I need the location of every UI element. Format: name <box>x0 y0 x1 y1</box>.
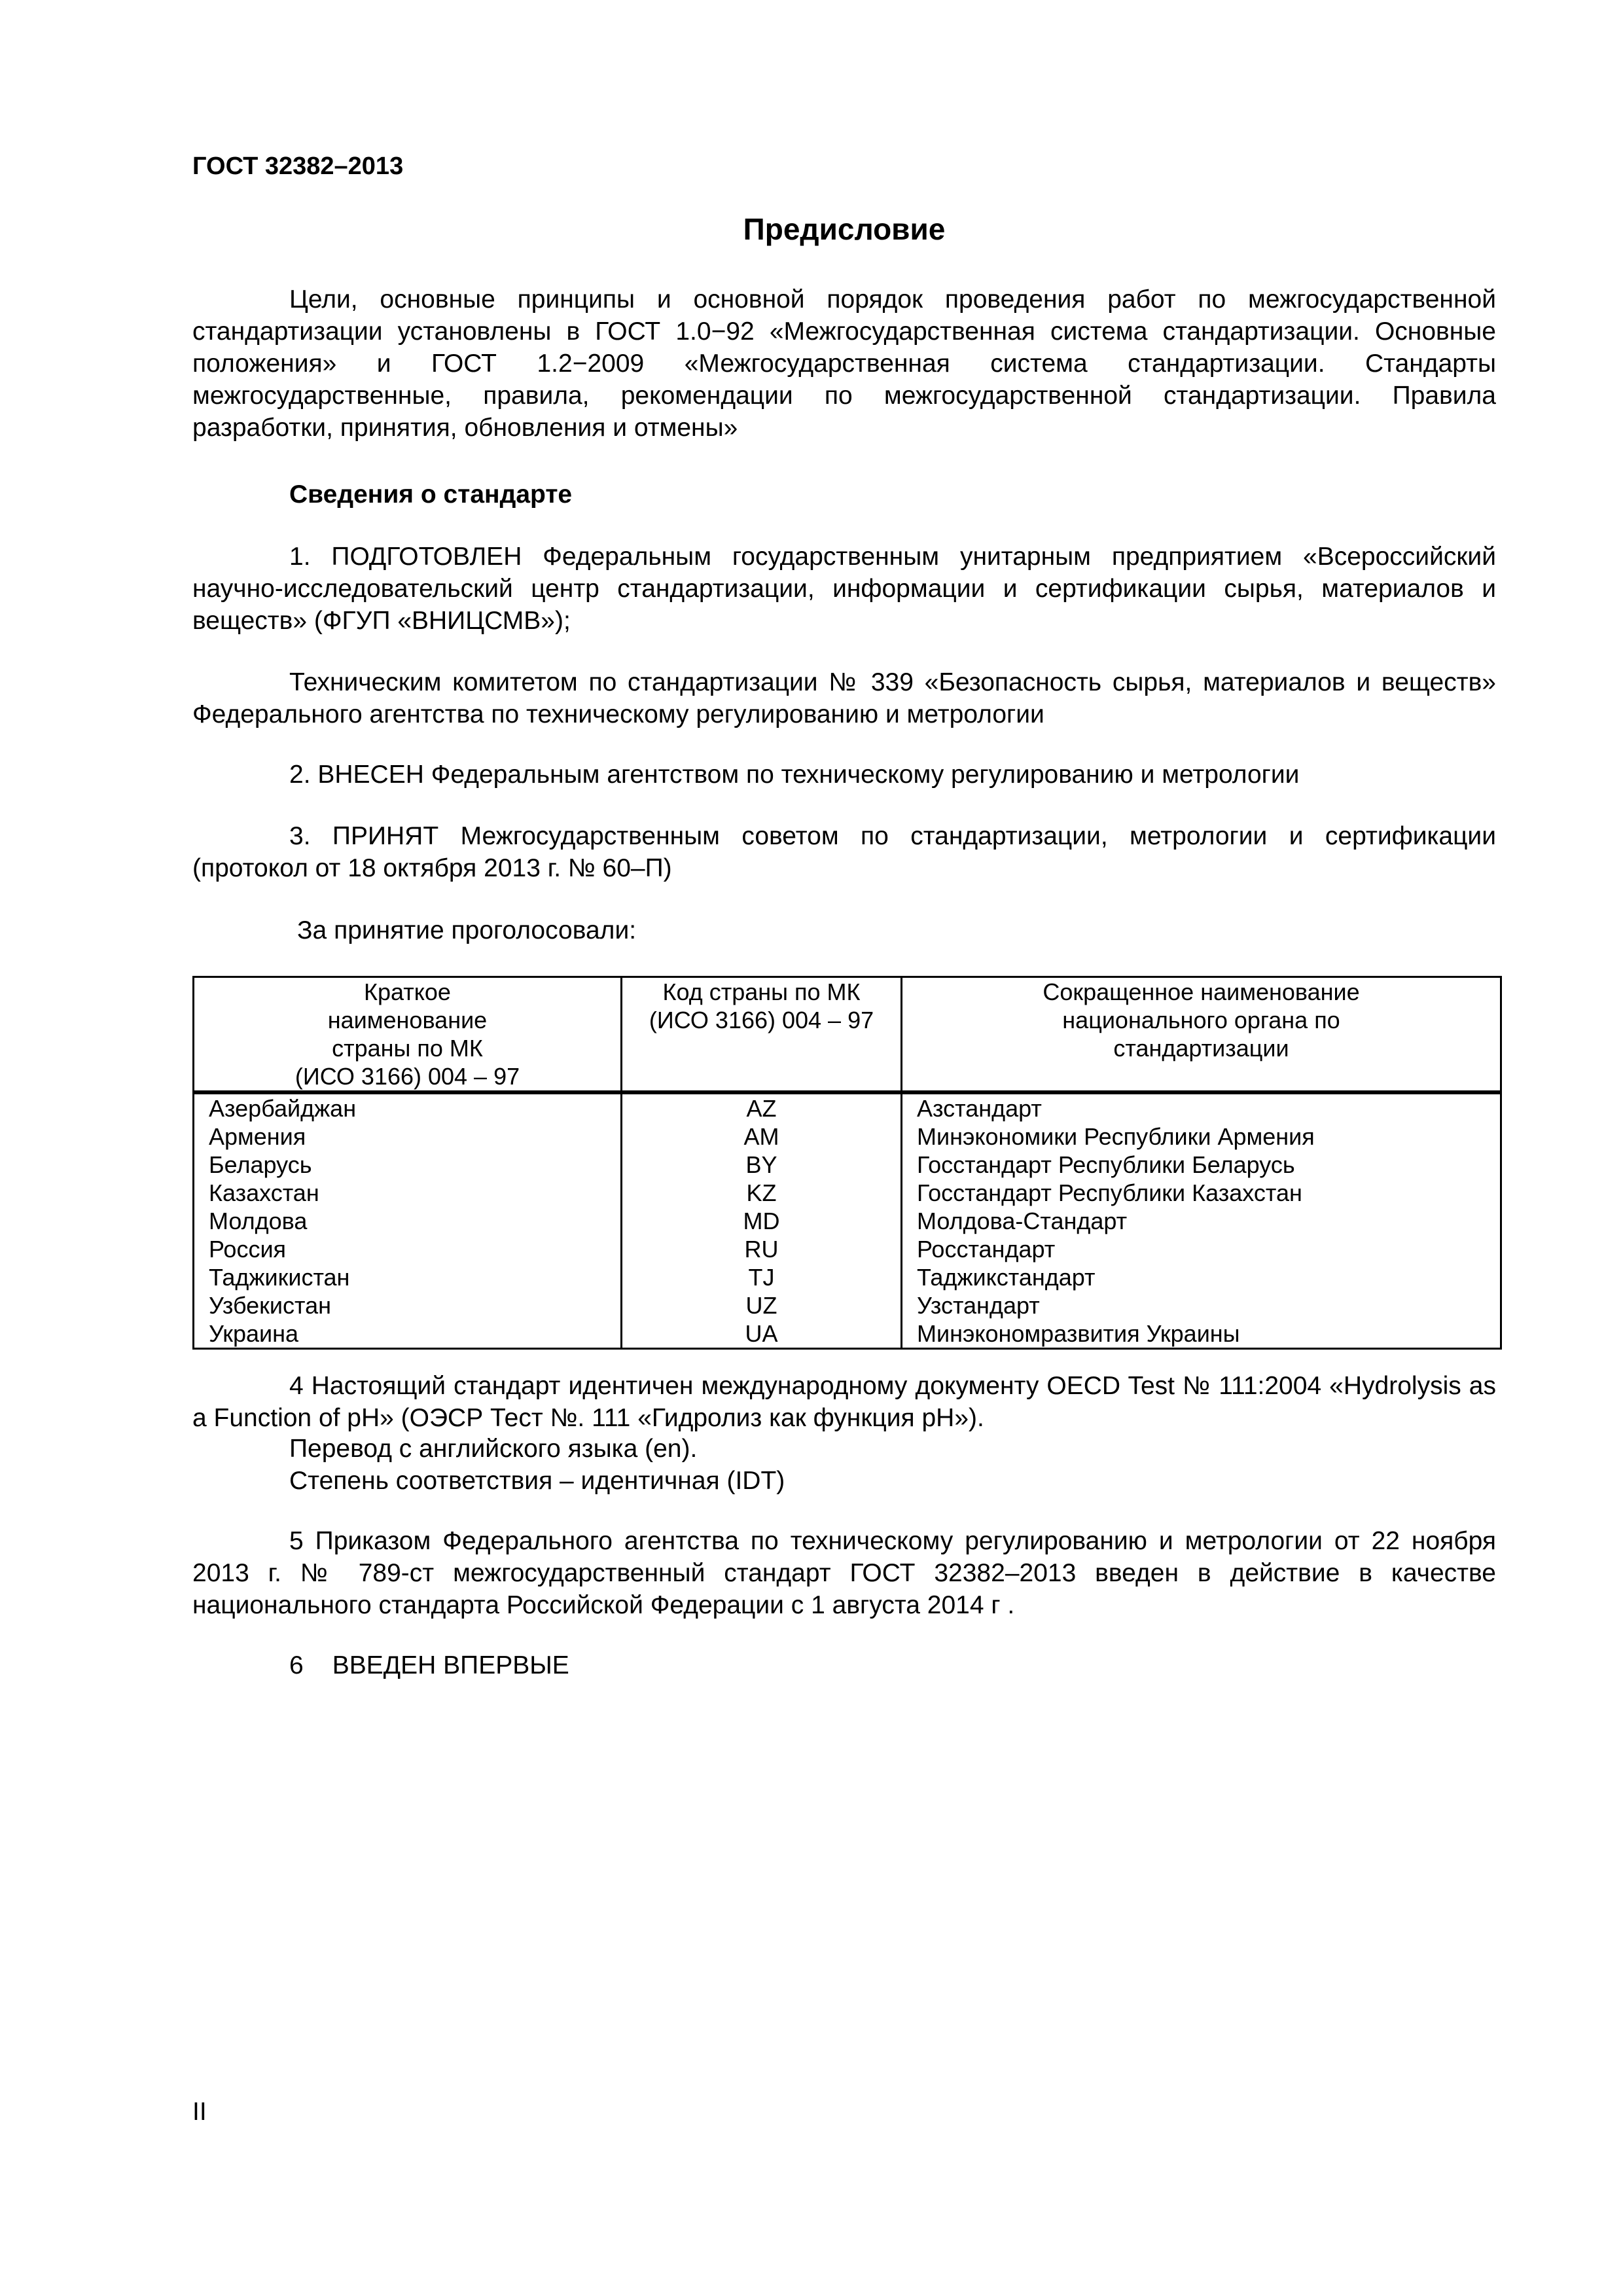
country-code: MD <box>743 1208 780 1234</box>
item-2-submitted: 2. ВНЕСЕН Федеральным агентством по техническому регулированию и метрологии <box>289 761 1300 789</box>
standards-body-name: Молдова-Стандарт <box>917 1208 1128 1234</box>
header-country-name: Краткое наименование страны по МК (ИСО 3166) 004 – 97 <box>194 977 622 1093</box>
table-header-row <box>194 977 1501 1093</box>
header-standards-body: Сокращенное наименование национального органа по стандартизации <box>902 977 1501 1093</box>
country-name: Украина <box>209 1320 299 1347</box>
item-6-first-introduced <box>289 1649 569 1681</box>
item-4-degree: Степень соответствия – идентичная (IDT) <box>289 1467 785 1495</box>
country-name: Беларусь <box>209 1151 312 1178</box>
standards-body-name: Узстандарт <box>917 1292 1040 1319</box>
page-number: II <box>192 2098 207 2126</box>
item-1-technical-committee: Техническим комитетом по стандартизации № 339 «Безопасность сырья, материалов и веществ» Федерального агентства по техническому регулированию и метрологии <box>192 668 1496 728</box>
country-name: Казахстан <box>209 1179 319 1206</box>
item-4-translation: Перевод с английского языка (en). <box>289 1435 698 1463</box>
country-code: AM <box>743 1123 779 1150</box>
info-heading: Сведения о стандарте <box>289 480 573 509</box>
item-3-adopted: 3. ПРИНЯТ Межгосударственным советом по стандартизации, метрологии и сертификации (протокол от 18 октября 2013 г. № 60–П) <box>192 822 1496 882</box>
standards-body-name: Госстандарт Республики Казахстан <box>917 1179 1302 1206</box>
page-title: Предисловие <box>743 212 946 246</box>
country-code: KZ <box>746 1179 777 1206</box>
intro-paragraph: Цели, основные принципы и основной порядок проведения работ по межгосударственной стандартизации установлены в ГОСТ 1.0−92 «Межгосударственная система стандартизации. Основные положения» и ГОСТ 1.2−2009 «Межгосударственная система стандартизации. Стандарты межгосударственные, правила, рекомендации по межгосударственной стандартизации. Правила разработки, принятия, обновления и отмены» <box>192 285 1496 442</box>
country-list <box>194 1092 622 1349</box>
country-code: RU <box>744 1236 779 1263</box>
standards-body-name: Госстандарт Республики Беларусь <box>917 1151 1295 1178</box>
country-code: UZ <box>745 1292 777 1319</box>
country-name: Азербайджан <box>209 1095 357 1122</box>
document-code: ГОСТ 32382–2013 <box>192 152 404 180</box>
item-6-number: 6 <box>289 1651 304 1679</box>
standards-body-name: Азстандарт <box>917 1095 1042 1122</box>
standards-body-name: Минэкономики Республики Армения <box>917 1123 1315 1150</box>
standards-body-name: Минэкономразвития Украины <box>917 1320 1240 1347</box>
table-row <box>194 1092 1501 1349</box>
standards-body-name: Росстандарт <box>917 1236 1056 1263</box>
body-list <box>902 1092 1501 1349</box>
standards-body-name: Таджикстандарт <box>917 1264 1096 1291</box>
voting-table <box>192 976 1502 1350</box>
code-list <box>622 1092 902 1349</box>
item-6-text: ВВЕДЕН ВПЕРВЫЕ <box>332 1651 569 1679</box>
country-code: BY <box>745 1151 777 1178</box>
country-name: Россия <box>209 1236 287 1263</box>
country-name: Таджикистан <box>209 1264 350 1291</box>
item-1-prepared: 1. ПОДГОТОВЛЕН Федеральным государственным унитарным предприятием «Всероссийский научно-исследовательский центр стандартизации, информации и сертификации сырья, материалов и веществ» (ФГУП «ВНИЦСМВ»); <box>192 543 1496 635</box>
country-name: Молдова <box>209 1208 308 1234</box>
country-code: AZ <box>746 1095 777 1122</box>
country-name: Армения <box>209 1123 306 1150</box>
item-4-identical: 4 Настоящий стандарт идентичен международному документу OECD Test № 111:2004 «Hydrolysis as a Function of pH» (ОЭСР Тест №. 111 «Гидролиз как функция pH»). <box>192 1372 1496 1432</box>
vote-label: За принятие проголосовали: <box>297 916 637 944</box>
country-name: Узбекистан <box>209 1292 332 1319</box>
country-code: TJ <box>748 1264 775 1291</box>
item-5-order: 5 Приказом Федерального агентства по техническому регулированию и метрологии от 22 ноября 2013 г. № 789-ст межгосударственный стандарт ГОСТ 32382–2013 введен в действие в качестве национального стандарта Российской Федерации с 1 августа 2014 г . <box>192 1527 1496 1619</box>
country-code: UA <box>745 1320 778 1347</box>
header-country-code: Код страны по МК (ИСО 3166) 004 – 97 <box>622 977 902 1093</box>
